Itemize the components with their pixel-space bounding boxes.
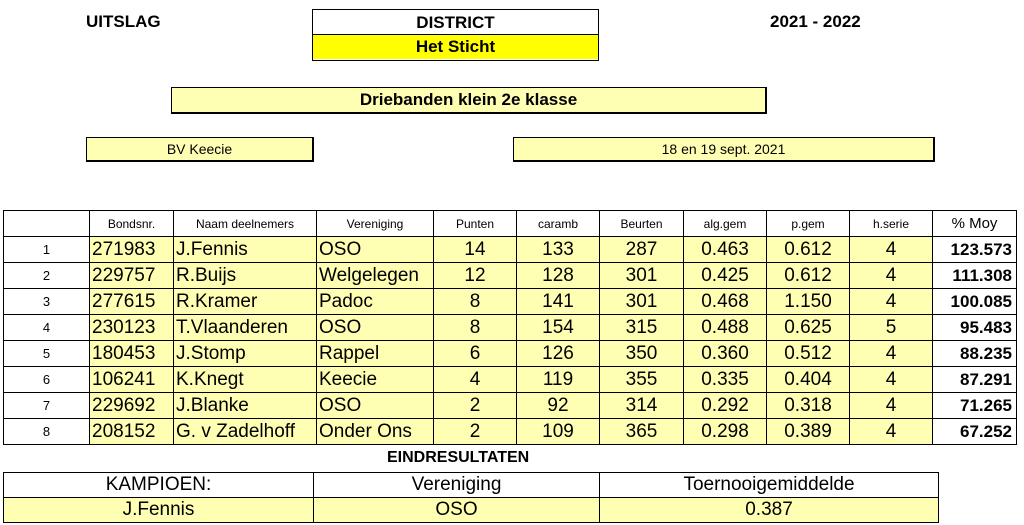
season-label: 2021 - 2022	[770, 12, 861, 31]
club-cell: Welgelegen	[317, 263, 434, 289]
pgem-cell: 0.612	[767, 263, 850, 289]
bondsnr-cell: 230123	[90, 315, 174, 341]
name-cell: K.Knegt	[174, 367, 317, 393]
moy-cell: 123.573	[933, 237, 1017, 263]
bondsnr-cell: 180453	[90, 341, 174, 367]
caramb-cell: 109	[517, 419, 600, 445]
club-cell: Padoc	[317, 289, 434, 315]
hserie-cell: 4	[850, 367, 933, 393]
col-bondsnr-header: Bondsnr.	[90, 211, 174, 237]
pgem-cell: 0.512	[767, 341, 850, 367]
kampioen-value: J.Fennis	[4, 498, 314, 523]
caramb-cell: 133	[517, 237, 600, 263]
caramb-cell: 154	[517, 315, 600, 341]
table-row	[4, 393, 1017, 419]
class-title: Driebanden klein 2e klasse	[171, 87, 767, 114]
uitslag-label: UITSLAG	[86, 12, 161, 31]
beurten-cell: 350	[600, 341, 684, 367]
punten-cell: 2	[434, 393, 517, 419]
toernooi-value: 0.387	[600, 498, 939, 523]
pgem-cell: 0.389	[767, 419, 850, 445]
final-results-title: EINDRESULTATEN	[387, 449, 530, 466]
name-cell: J.Fennis	[174, 237, 317, 263]
punten-cell: 12	[434, 263, 517, 289]
table-row	[4, 367, 1017, 393]
hserie-cell: 4	[850, 393, 933, 419]
club-cell: Keecie	[317, 367, 434, 393]
pgem-cell: 0.625	[767, 315, 850, 341]
club-cell: Rappel	[317, 341, 434, 367]
caramb-cell: 141	[517, 289, 600, 315]
alg-cell: 0.292	[684, 393, 767, 419]
final-value-row	[4, 498, 939, 523]
caramb-cell: 128	[517, 263, 600, 289]
table-row	[4, 237, 1017, 263]
pgem-cell: 0.404	[767, 367, 850, 393]
beurten-cell: 365	[600, 419, 684, 445]
moy-cell: 100.085	[933, 289, 1017, 315]
col-beurten-header: Beurten	[600, 211, 684, 237]
punten-cell: 2	[434, 419, 517, 445]
rank: 4	[4, 315, 90, 341]
host-club: BV Keecie	[86, 137, 314, 162]
caramb-cell: 92	[517, 393, 600, 419]
vereniging-label: Vereniging	[314, 473, 600, 498]
bondsnr-cell: 271983	[90, 237, 174, 263]
rank: 6	[4, 367, 90, 393]
hserie-cell: 4	[850, 263, 933, 289]
vereniging-value: OSO	[314, 498, 600, 523]
col-caramb-header: caramb	[517, 211, 600, 237]
toernooi-label: Toernooigemiddelde	[600, 473, 939, 498]
beurten-cell: 315	[600, 315, 684, 341]
name-cell: R.Kramer	[174, 289, 317, 315]
pgem-cell: 0.318	[767, 393, 850, 419]
caramb-cell: 126	[517, 341, 600, 367]
table-row	[4, 419, 1017, 445]
punten-cell: 8	[434, 289, 517, 315]
punten-cell: 4	[434, 367, 517, 393]
kampioen-label: KAMPIOEN:	[4, 473, 314, 498]
alg-cell: 0.468	[684, 289, 767, 315]
name-cell: J.Blanke	[174, 393, 317, 419]
beurten-cell: 301	[600, 289, 684, 315]
name-cell: G. v Zadelhoff	[174, 419, 317, 445]
bondsnr-cell: 277615	[90, 289, 174, 315]
punten-cell: 14	[434, 237, 517, 263]
pgem-cell: 1.150	[767, 289, 850, 315]
club-cell: Onder Ons	[317, 419, 434, 445]
col-name-header: Naam deelnemers	[174, 211, 317, 237]
table-row	[4, 341, 1017, 367]
moy-cell: 87.291	[933, 367, 1017, 393]
beurten-cell: 301	[600, 263, 684, 289]
name-cell: J.Stomp	[174, 341, 317, 367]
rank: 7	[4, 393, 90, 419]
table-row	[4, 263, 1017, 289]
bondsnr-cell: 229692	[90, 393, 174, 419]
final-label-row	[4, 473, 939, 498]
alg-cell: 0.298	[684, 419, 767, 445]
caramb-cell: 119	[517, 367, 600, 393]
bondsnr-cell: 229757	[90, 263, 174, 289]
rank: 3	[4, 289, 90, 315]
alg-cell: 0.425	[684, 263, 767, 289]
col-rank-header	[4, 211, 90, 237]
rank: 2	[4, 263, 90, 289]
club-cell: OSO	[317, 237, 434, 263]
final-results-table	[3, 472, 939, 523]
hserie-cell: 5	[850, 315, 933, 341]
alg-cell: 0.488	[684, 315, 767, 341]
hserie-cell: 4	[850, 289, 933, 315]
beurten-cell: 355	[600, 367, 684, 393]
col-moy-header: % Moy	[933, 211, 1017, 237]
bondsnr-cell: 208152	[90, 419, 174, 445]
moy-cell: 71.265	[933, 393, 1017, 419]
moy-cell: 88.235	[933, 341, 1017, 367]
punten-cell: 8	[434, 315, 517, 341]
club-cell: OSO	[317, 315, 434, 341]
bondsnr-cell: 106241	[90, 367, 174, 393]
hserie-cell: 4	[850, 237, 933, 263]
punten-cell: 6	[434, 341, 517, 367]
beurten-cell: 314	[600, 393, 684, 419]
moy-cell: 67.252	[933, 419, 1017, 445]
hserie-cell: 4	[850, 341, 933, 367]
col-alg-header: alg.gem	[684, 211, 767, 237]
table-row	[4, 315, 1017, 341]
col-club-header: Vereniging	[317, 211, 434, 237]
results-table	[3, 210, 1017, 445]
rank: 5	[4, 341, 90, 367]
col-pgem-header: p.gem	[767, 211, 850, 237]
col-hserie-header: h.serie	[850, 211, 933, 237]
rank: 8	[4, 419, 90, 445]
moy-cell: 111.308	[933, 263, 1017, 289]
beurten-cell: 287	[600, 237, 684, 263]
pgem-cell: 0.612	[767, 237, 850, 263]
moy-cell: 95.483	[933, 315, 1017, 341]
club-cell: OSO	[317, 393, 434, 419]
district-name: Het Sticht	[313, 35, 598, 59]
header-row	[4, 211, 1017, 237]
alg-cell: 0.463	[684, 237, 767, 263]
district-box	[312, 9, 599, 61]
rank: 1	[4, 237, 90, 263]
col-punten-header: Punten	[434, 211, 517, 237]
hserie-cell: 4	[850, 419, 933, 445]
alg-cell: 0.335	[684, 367, 767, 393]
name-cell: T.Vlaanderen	[174, 315, 317, 341]
district-label: DISTRICT	[313, 10, 598, 35]
name-cell: R.Buijs	[174, 263, 317, 289]
alg-cell: 0.360	[684, 341, 767, 367]
event-date: 18 en 19 sept. 2021	[513, 137, 935, 162]
table-row	[4, 289, 1017, 315]
